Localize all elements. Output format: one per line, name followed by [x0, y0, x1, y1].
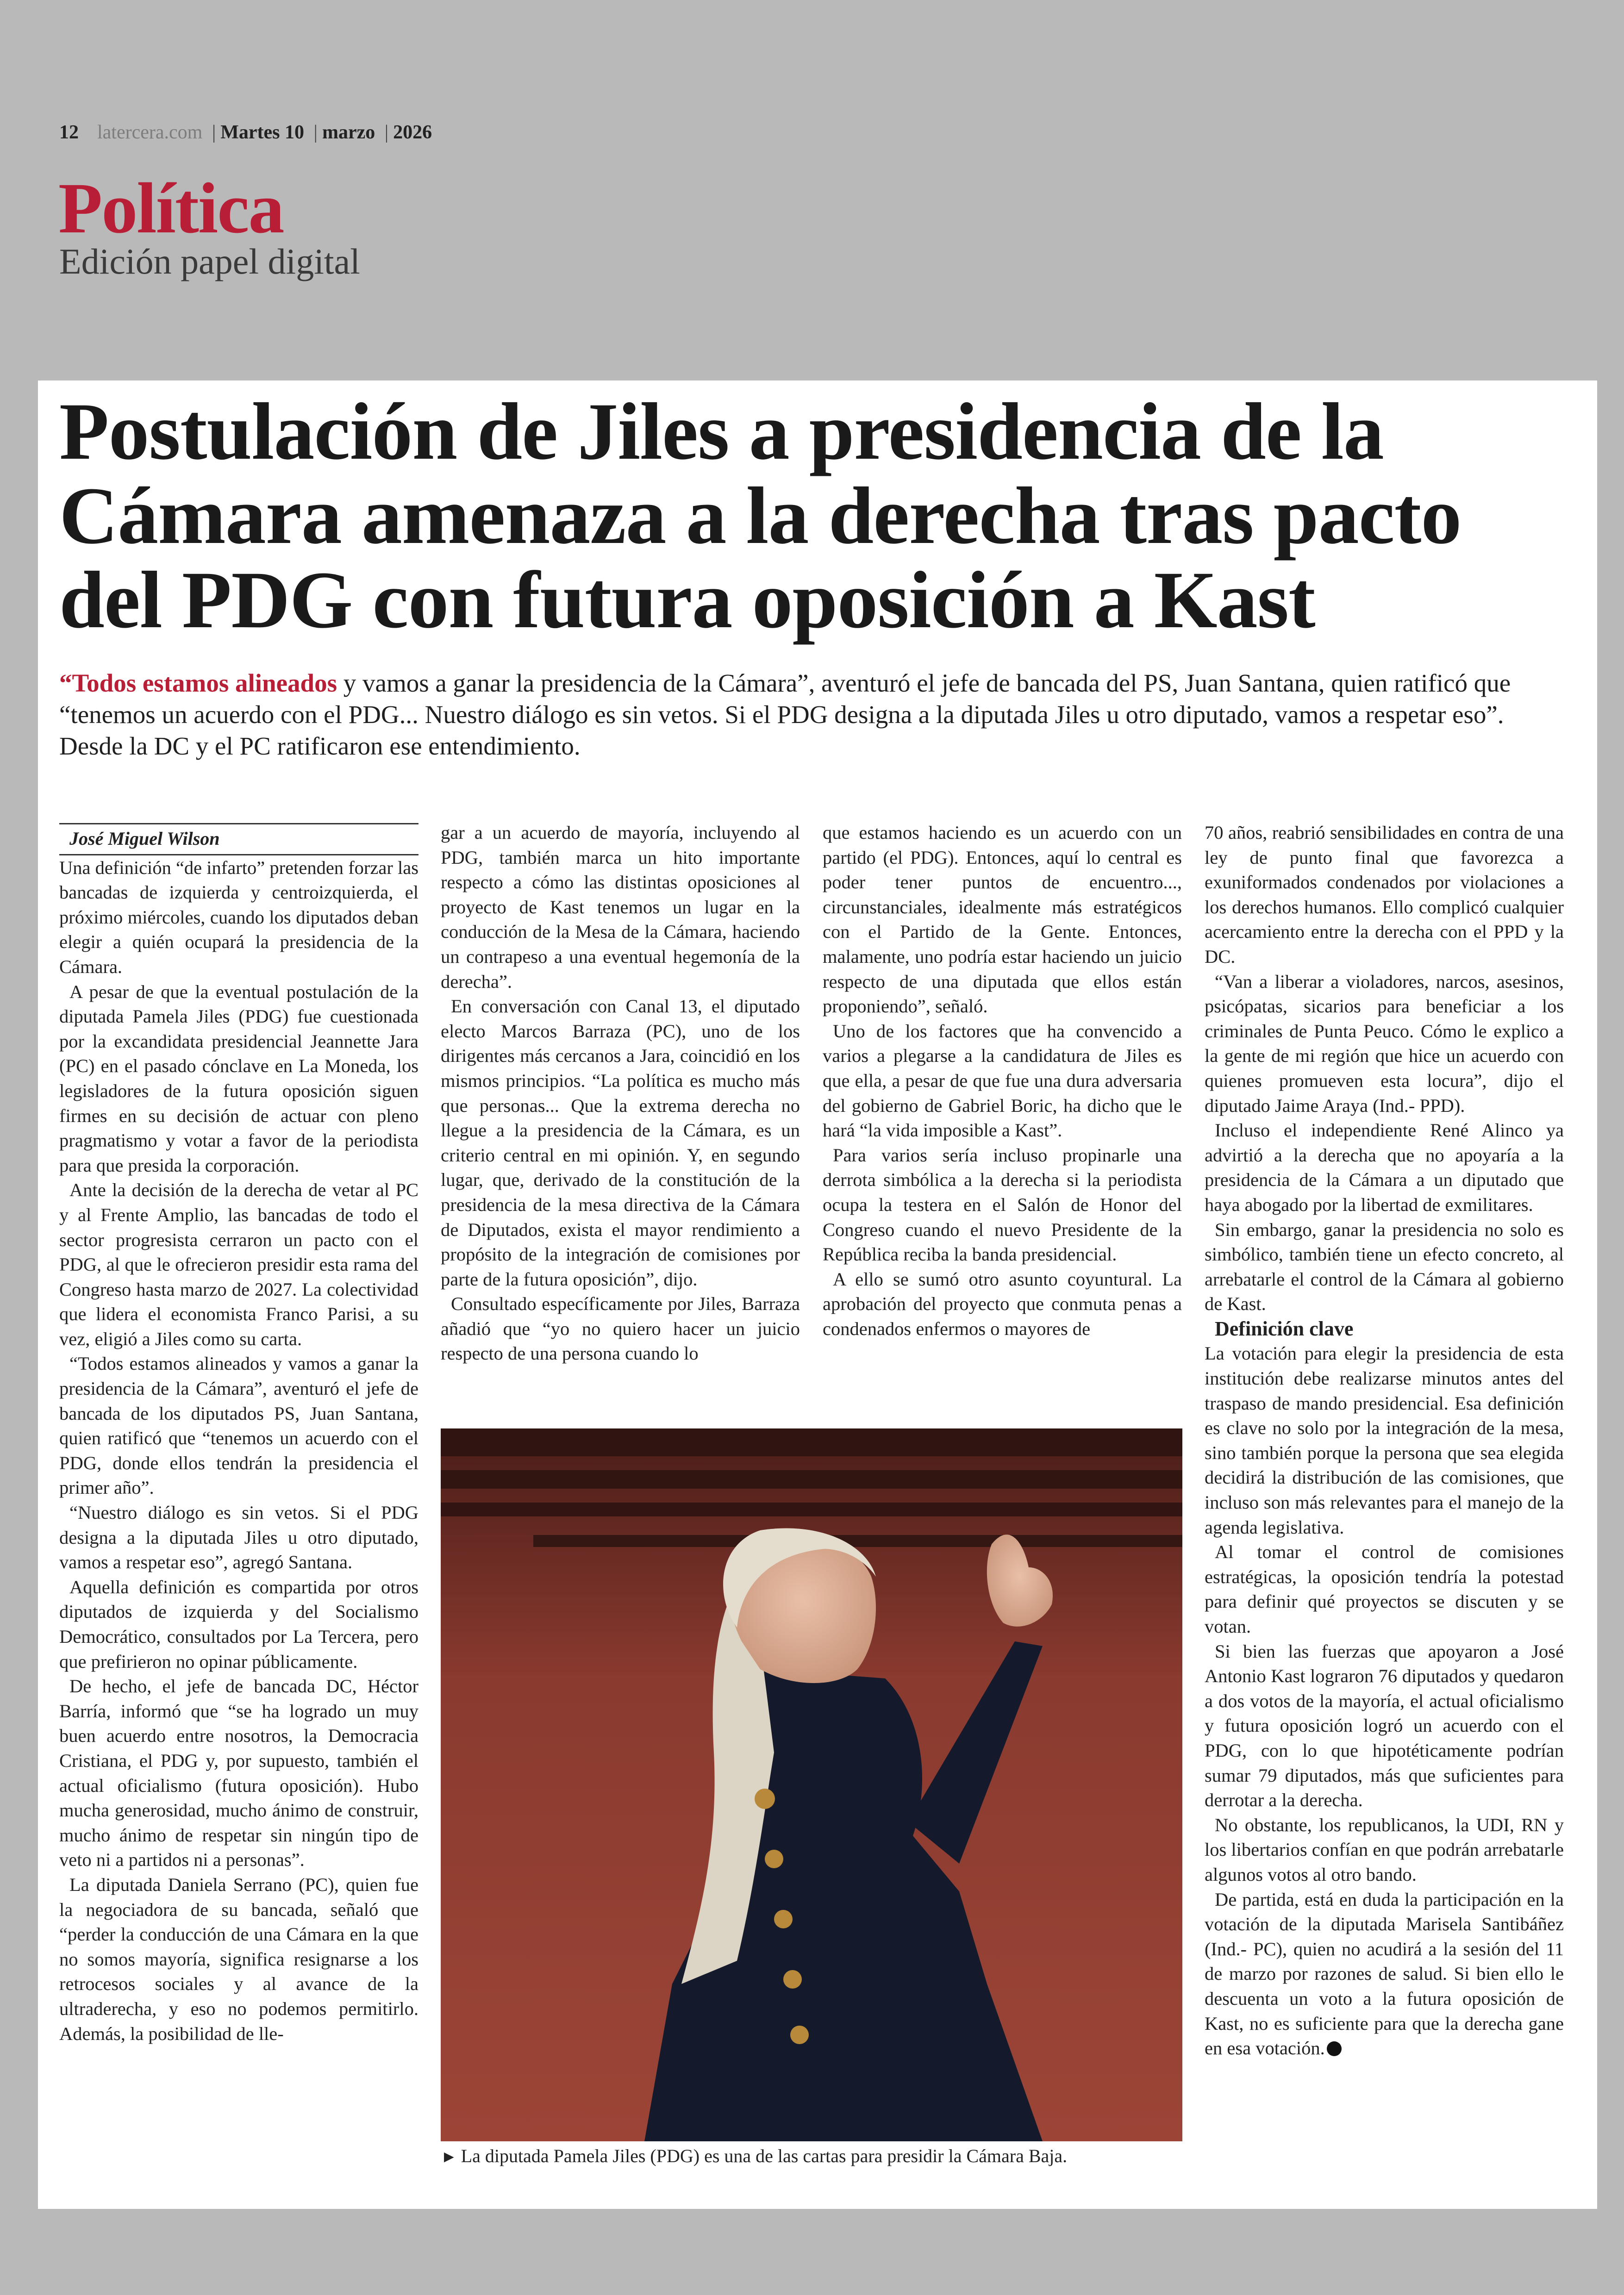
page-header-bar	[59, 121, 432, 143]
photo-illustration	[441, 1428, 1182, 2141]
photo-caption	[441, 2144, 1182, 2169]
paragraph: Al tomar el control de comisiones estratégicas, la oposición tendría la potestad para definir qué proyectos se discuten y se votan.	[1205, 1541, 1564, 1637]
article-headline	[59, 387, 1568, 645]
paragraph: Una definición “de infarto” pretenden forzar las bancadas de izquierda y centroizquierda, el próximo miércoles, cuando los diputados deban elegir a quién ocupará la presidencia de la Cámara.	[59, 857, 418, 977]
section-subtitle: Edición papel digital	[59, 241, 360, 281]
headline-line: del PDG con futura oposición a Kast	[59, 555, 1315, 645]
column-4	[1205, 820, 1564, 2061]
paragraph: Para varios sería incluso propinarle una derrota simbólica a la derecha si la periodista ocupa la testera en el Salón de Honor del Congreso cuando el nuevo Presidente de la República reciba la banda presidencial.	[823, 1144, 1182, 1265]
paragraph-text: De partida, está en duda la participación en la votación de la diputada Marisela Santibáñez (Ind.- PC), quien no acudirá a la sesión del 11 de marzo por razones de salud. Si bien ello le descuenta un voto a la futura oposición de Kast, no es suficiente para que la derecha gane en esa votación.	[1205, 1889, 1564, 2059]
separator: |	[212, 122, 216, 143]
paragraph: “Todos estamos alineados y vamos a ganar la presidencia de la Cámara”, aventuró el jefe de bancada de los diputados PS, Juan Santana, quien ratificó que “tenemos un acuerdo con el PDG, donde ellos tendrán la presidencia el primer año”.	[59, 1353, 418, 1498]
paragraph: Ante la decisión de la derecha de vetar al PC y al Frente Amplio, las bancadas de todo el sector progresista cerraron un pacto con el PDG, al que le ofrecieron presidir esta rama del Congreso hasta marzo de 2027. La colectividad que lidera el economista Franco Parisi, a su vez, eligió a Jiles como su carta.	[59, 1179, 418, 1349]
paragraph: Incluso el independiente René Alinco ya advirtió a la derecha que no apoyaría a la presidencia de la Cámara a un diputado que haya abogado por la libertad de exmilitares.	[1205, 1120, 1564, 1215]
paragraph: A ello se sumó otro asunto coyuntural. La aprobación del proyecto que conmuta penas a condenados enfermos o mayores de	[823, 1268, 1182, 1339]
caption-marker-icon: ►	[441, 2147, 457, 2166]
byline: José Miguel Wilson	[59, 823, 418, 855]
deck-lead: “Todos estamos alineados	[59, 669, 337, 697]
subheading: Definición clave	[1215, 1317, 1354, 1340]
separator: |	[384, 122, 389, 143]
paragraph: A pesar de que la eventual postulación de la diputada Pamela Jiles (PDG) fue cuestionada por la excandidata presidencial Jeannette Jara (PC) en el pasado cónclave en La Moneda, los legisladores de la futura oposición siguen firmes en su decisión de actuar con pleno pragmatismo y votar a favor de la periodista para que presida la corporación.	[59, 981, 418, 1176]
paragraph: De hecho, el jefe de bancada DC, Héctor Barría, informó que “se ha logrado un muy buen acuerdo entre nosotros, la Democracia Cristiana, el PDG y, por supuesto, también el actual oficialismo (futura oposición). Hubo mucha generosidad, mucho ánimo de construir, mucho ánimo de respetar sin ningún tipo de veto ni a partidos ni a personas”.	[59, 1676, 418, 1871]
section-title: Política	[58, 168, 284, 248]
separator: |	[313, 122, 318, 143]
column-3	[823, 820, 1182, 1341]
article-deck	[59, 667, 1573, 762]
article-page	[38, 380, 1597, 2209]
deck-text: y vamos a ganar la presidencia de la Cámara”, aventuró el jefe de bancada del PS, Juan Santana, quien ratificó que “tenemos un acuerdo con el PDG... Nuestro diálogo es sin vetos. Si el PDG designa a la diputada Jiles u otro diputado, vamos a respetar eso”. Desde la DC y el PC ratificaron ese entendimiento.	[59, 669, 1511, 760]
date-year: 2026	[393, 122, 432, 143]
paragraph: La votación para elegir la presidencia de esta institución debe realizarse minutos antes del traspaso de mando presidencial. Esa definición es clave no solo por la integración de la mesa, sino también porque la persona que sea elegida decidirá la distribución de las comisiones, que incluso son más relevantes para el manejo de la agenda legislativa.	[1205, 1343, 1564, 1538]
paragraph: 70 años, reabrió sensibilidades en contra de una ley de punto final que favorezca a exuniformados condenados por violaciones a los derechos humanos. Ello complicó cualquier acercamiento entre la derecha con el PPD y la DC.	[1205, 822, 1564, 967]
headline-line: Cámara amenaza a la derecha tras pacto	[59, 471, 1462, 561]
paragraph: “Van a liberar a violadores, narcos, asesinos, psicópatas, sicarios para beneficiar a los criminales de Punta Peuco. Cómo le explico a la gente de mi región que hice un acuerdo con quienes promueven esta locura”, dijo el diputado Jaime Araya (Ind.- PPD).	[1205, 971, 1564, 1116]
paragraph: Aquella definición es compartida por otros diputados de izquierda y del Socialismo Democrático, consultados por La Tercera, pero que prefirieron no opinar públicamente.	[59, 1576, 418, 1672]
paragraph: Uno de los factores que ha convencido a varios a plegarse a la candidatura de Jiles es que ella, a pesar de que fue una dura adversaria del gobierno de Gabriel Boric, ha dicho que le hará “la vida imposible a Kast”.	[823, 1020, 1182, 1141]
paragraph: Si bien las fuerzas que apoyaron a José Antonio Kast lograron 76 diputados y quedaron a dos votos de la mayoría, el actual oficialismo y futura oposición logró un acuerdo con el PDG, con lo que hipotéticamente podrían sumar 79 diputados, más que suficientes para derrotar a la derecha.	[1205, 1640, 1564, 1811]
paragraph: No obstante, los republicanos, la UDI, RN y los libertarios confían en que podrán arrebatarle algunos votos al otro bando.	[1205, 1814, 1564, 1885]
caption-text: La diputada Pamela Jiles (PDG) es una de las cartas para presidir la Cámara Baja.	[461, 2145, 1068, 2166]
date-month: marzo	[322, 122, 375, 143]
site-name[interactable]: latercera.com	[97, 122, 203, 143]
paragraph: En conversación con Canal 13, el diputado electo Marcos Barraza (PC), uno de los dirigentes más cercanos a Jara, coincidió en los mismos principios. “La política es mucho más que personas... Que la extrema derecha no llegue a la presidencia de la Cámara, es un criterio central en mi opinión. Y, en segundo lugar, que, derivado de la constitución de la presidencia de la mesa directiva de la Cámara de Diputados, exista el mayor rendimiento a propósito de la integración de comisiones por parte de la futura oposición”, dijo.	[441, 996, 800, 1290]
headline-line: Postulación de Jiles a presidencia de la	[59, 387, 1384, 477]
paragraph: gar a un acuerdo de mayoría, incluyendo al PDG, también marca un hito importante respecto a cómo las distintas oposiciones al proyecto de Kast tenemos un lugar en la conducción de la Mesa de la Cámara, haciendo un contrapeso a una eventual hegemonía de la derecha”.	[441, 822, 800, 992]
paragraph: que estamos haciendo es un acuerdo con un partido (el PDG). Entonces, aquí lo central es poder tener puntos de encuentro..., circunstanciales, idealmente más estratégicos con el Partido de la Gente. Entonces, malamente, uno podría estar haciendo un juicio respecto de una diputada que ellos están proponiendo”, señaló.	[823, 822, 1182, 1017]
page-number: 12	[59, 122, 79, 143]
paragraph: Sin embargo, ganar la presidencia no solo es simbólico, también tiene un efecto concreto, al arrebatarle el control de la Cámara al gobierno de Kast.	[1205, 1219, 1564, 1315]
paragraph: “Nuestro diálogo es sin vetos. Si el PDG designa a la diputada Jiles u otro diputado, vamos a respetar eso”, agregó Santana.	[59, 1502, 418, 1573]
paragraph: La diputada Daniela Serrano (PC), quien fue la negociadora de su bancada, señaló que “perder la conducción de una Cámara en la que no somos mayoría, significa resignarse a los retrocesos sociales y al avance de la ultraderecha, y eso no podemos permitirlo. Además, la posibilidad de lle-	[59, 1874, 418, 2044]
paragraph: Consultado específicamente por Jiles, Barraza añadió que “yo no quiero hacer un juicio respecto de una persona cuando lo	[441, 1293, 800, 1364]
paragraph-final	[1205, 1887, 1564, 2061]
end-of-article-icon	[1327, 2041, 1342, 2056]
date-day: Martes 10	[220, 122, 305, 143]
article-photo	[441, 1428, 1182, 2141]
column-1	[59, 823, 418, 2046]
column-2	[441, 820, 800, 1366]
